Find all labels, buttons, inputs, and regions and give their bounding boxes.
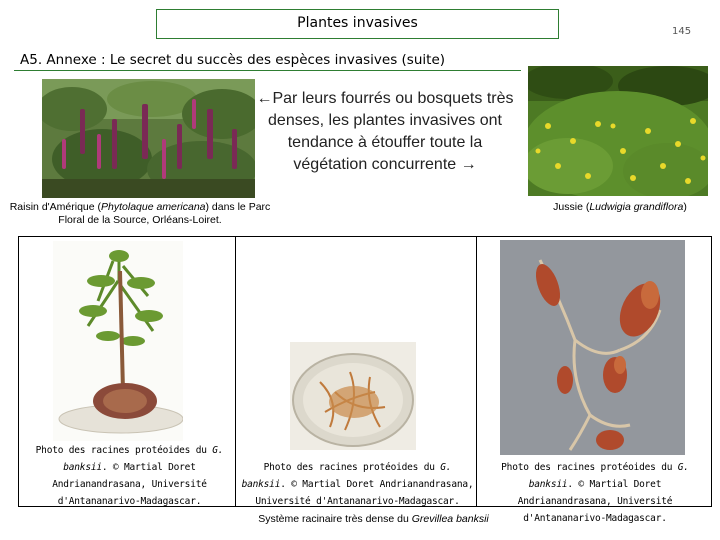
root-system-caption: Système racinaire très dense du Grevillea banksii [258,513,489,525]
section-heading: A5. Annexe : Le secret du succès des espèces invasives (suite) [20,52,446,68]
photo-jussie [528,66,708,196]
jussie-image [528,66,708,196]
grid-divider-1 [235,236,236,507]
root-image-1 [53,241,183,441]
page-number: 145 [672,26,692,37]
page-title: Plantes invasives [297,15,418,31]
root-image-2 [290,342,416,450]
caption-jussie: Jussie (Ludwigia grandiflora) [553,201,687,213]
page-title-box [156,9,559,39]
photo-root-3 [500,240,685,455]
caption-phytolaque: Raisin d'Amérique (Phytolaque americana) dans le Parc Floral de la Source, Orléans-Loiret. [9,201,271,226]
root-image-3 [500,240,685,455]
phytolaque-image [42,79,255,198]
grid-divider-2 [476,236,477,507]
photo-phytolaque [42,79,255,198]
heading-underline [14,70,521,71]
invasive-quote: ←Par leurs fourrés ou bosquets très denses, les plantes invasives ont tendance à étouffer toute la végétation concurrente → [256,90,514,173]
photo-root-2 [290,342,416,450]
caption-root-1: Photo des racines protéoides du G. banksii. © Martial Doret Andrianandrasana, Université d'Antananarivo-Madagascar. [35,445,224,507]
caption-root-3: Photo des racines protéoides du G. banksii. © Martial Doret Andrianandrasana, Université d'Antananarivo-Madagascar. [501,462,689,524]
caption-root-2: Photo des racines protéoides du G. banksii. © Martial Doret Andrianandrasana, Université d'Antananarivo-Madagascar. [241,462,474,507]
photo-root-1 [53,241,183,441]
